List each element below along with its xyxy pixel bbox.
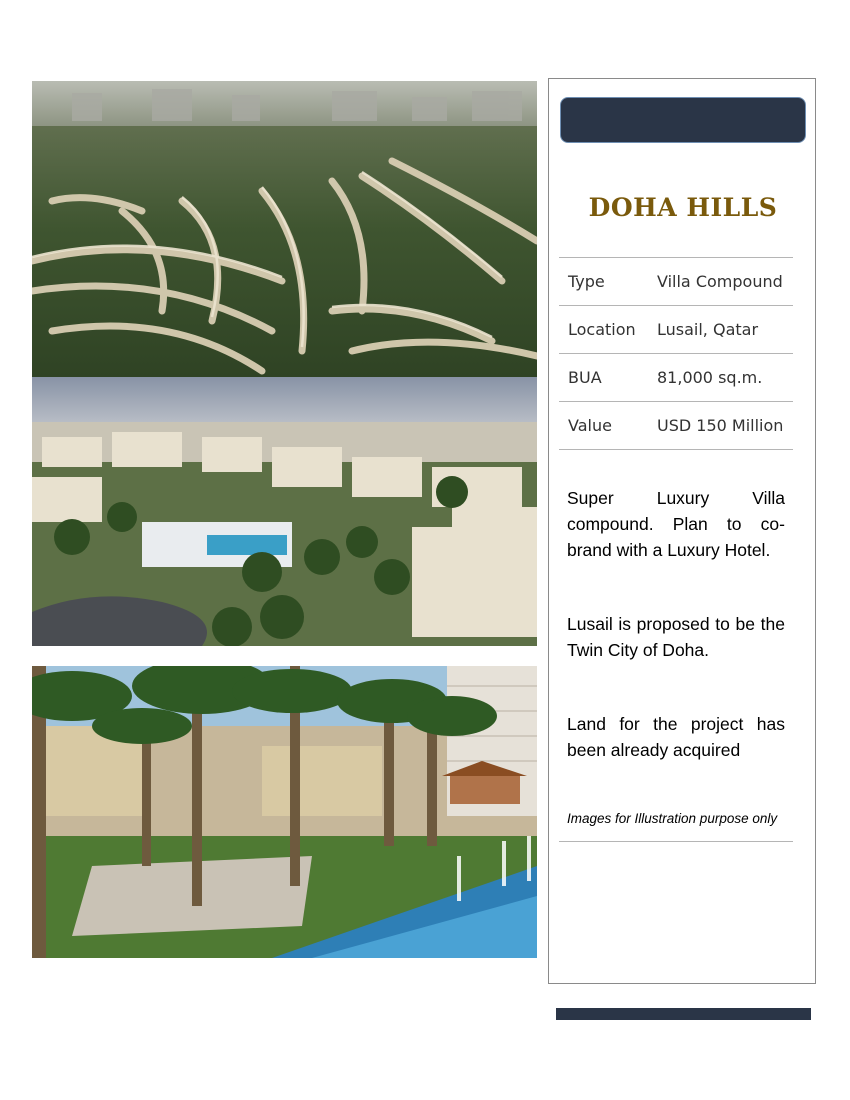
- project-info-panel: [548, 78, 816, 984]
- spec-value: USD 150 Million: [657, 416, 784, 435]
- spec-value: 81,000 sq.m.: [657, 368, 763, 387]
- spec-value: Villa Compound: [657, 272, 783, 291]
- divider: [559, 841, 793, 842]
- description-paragraph: Land for the project has been already acquired: [567, 714, 785, 760]
- spec-label: BUA: [568, 368, 602, 387]
- spec-table: [559, 257, 793, 450]
- garden-fountain-image: [32, 666, 537, 958]
- project-title: DOHA HILLS: [588, 193, 778, 222]
- spec-row-location: [559, 306, 793, 354]
- spec-row-type: [559, 258, 793, 306]
- panel-header-bar: [560, 97, 806, 143]
- aerial-villa-image: [32, 81, 537, 377]
- spec-label: Type: [568, 272, 605, 291]
- spec-row-value: [559, 402, 793, 450]
- illustration-note: Images for Illustration purpose only: [567, 811, 778, 826]
- description-paragraph: Super Luxury Villa compound. Plan to co-brand with a Luxury Hotel.: [567, 488, 785, 560]
- spec-label: Value: [568, 416, 612, 435]
- spec-label: Location: [568, 320, 636, 339]
- spec-row-bua: [559, 354, 793, 402]
- footer-bar: [556, 1008, 811, 1020]
- spec-value: Lusail, Qatar: [657, 320, 759, 339]
- villas-pool-image: [32, 377, 537, 646]
- description-paragraph: Lusail is proposed to be the Twin City of Doha.: [567, 614, 785, 660]
